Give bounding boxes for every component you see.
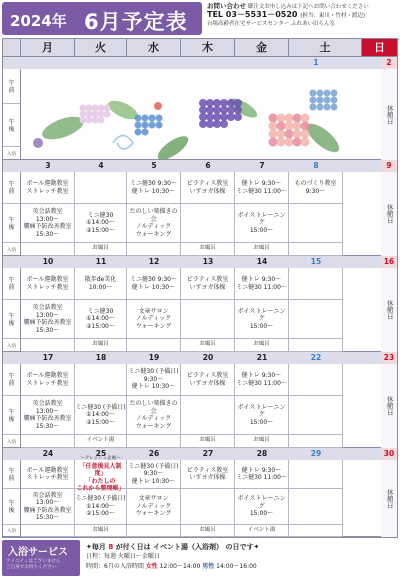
day-header-6: 日 xyxy=(362,39,397,56)
row-label-bath: 入浴 xyxy=(3,147,21,160)
schedule-cell-am: ものづくり教室 9:30～ xyxy=(289,172,343,204)
date-cell: 6 xyxy=(205,161,211,170)
schedule-cell-bath xyxy=(289,243,343,256)
schedule-cell-am: 健トレ 9:30～ ミニ健30 11:00～ xyxy=(235,268,289,300)
closed-day-label: 休館日 xyxy=(381,364,397,448)
date-cell: 15 xyxy=(310,257,322,266)
schedule-cell-am xyxy=(75,172,127,204)
date-cell: 17 xyxy=(42,353,54,362)
title-main: 6月予定表 xyxy=(84,10,188,34)
schedule-cell-bath: お風呂 xyxy=(181,243,235,256)
line3-female-time: 12:00～14:00 xyxy=(159,563,201,570)
schedule-cell-bath xyxy=(127,243,181,256)
schedule-cell-am: ボール運動教室 ストレッチ教室 xyxy=(21,460,75,489)
schedule-cell-pm: 文章サロン ノルディック ウォーキング xyxy=(127,300,181,339)
date-cell: 19 xyxy=(148,353,160,362)
date-row xyxy=(3,57,397,69)
date-cell: 21 xyxy=(256,353,268,362)
schedule-cell-pm xyxy=(181,204,235,243)
schedule-cell-pm: たのしい楽描きの会 ノルディック ウォーキング xyxy=(127,204,181,243)
schedule-cell-pm: 英会話教室 13:00～ 腰痛予防改善教室 15:30～ xyxy=(21,396,75,435)
date-cell: 26 xyxy=(148,449,160,458)
schedule-cell-bath xyxy=(289,525,343,537)
date-cell: 16 xyxy=(381,256,397,268)
contact-info xyxy=(207,2,399,28)
line1-event: イベント湯（入浴剤） xyxy=(153,543,224,551)
schedule-cell-pm xyxy=(289,489,343,525)
row-label-bath: 入浴 xyxy=(3,243,21,256)
line3-a: 時間：6月の入浴時間 xyxy=(86,563,144,570)
contact-address: 台場高齢者在宅サービスセンター ふれあい田らん室 xyxy=(207,21,336,27)
row-label-am: 午 前 xyxy=(3,460,21,489)
schedule-cell-bath: お風呂 xyxy=(181,435,235,448)
date-cell: 1 xyxy=(313,58,319,67)
row-label-pm: 午 後 xyxy=(3,104,21,147)
schedule-cell-bath: お風呂 xyxy=(75,525,127,537)
day-header-corner xyxy=(3,39,21,56)
schedule-cell-bath: イベント湯 xyxy=(235,525,289,537)
schedule-cell-am: ～アレッシュ企画～ 「任意後見人制度」 「わたしの これから整理帳」 xyxy=(75,460,127,489)
bath-info xyxy=(86,542,396,572)
date-cell: 13 xyxy=(202,257,214,266)
day-header-3: 木 xyxy=(181,39,235,56)
schedule-cell-bath: お風呂 xyxy=(75,339,127,352)
row-label-am: 午 前 xyxy=(3,268,21,300)
date-cell: 9 xyxy=(381,160,397,172)
week-5 xyxy=(3,448,397,537)
schedule-cell-pm xyxy=(289,300,343,339)
schedule-cell-bath: お風呂 xyxy=(181,339,235,352)
week-3 xyxy=(3,256,397,352)
closed-day-label: 休館日 xyxy=(381,268,397,352)
schedule-cell-am xyxy=(75,364,127,396)
schedule-cell-bath: お風呂 xyxy=(75,243,127,256)
bath-service-note: アメニティはございません ご自身でお持ちください xyxy=(6,559,61,570)
schedule-cell-am: ピラティス教室 いすヨガ体操 xyxy=(181,460,235,489)
day-header-0: 月 xyxy=(21,39,75,56)
schedule-grid xyxy=(2,38,398,538)
bath-service-title: 入浴サービス xyxy=(8,547,68,558)
date-cell: 28 xyxy=(256,449,268,458)
closed-day-label: 休館日 xyxy=(381,69,397,160)
date-row xyxy=(3,256,397,268)
date-cell: 14 xyxy=(256,257,268,266)
schedule-cell-pm: たのしい楽描きの会 ノルディック ウォーキング xyxy=(127,396,181,435)
title-year: 2024年 xyxy=(10,12,67,30)
schedule-cell-am: ピラティス教室 いすヨガ体操 xyxy=(181,268,235,300)
line3-male: 男性 xyxy=(202,563,215,570)
schedule-cell-pm xyxy=(181,396,235,435)
date-cell: 8 xyxy=(313,161,319,170)
contact-tel: TEL 03－5531－0520 xyxy=(207,10,298,19)
row-label-bath: 入浴 xyxy=(3,339,21,352)
day-header-4: 金 xyxy=(235,39,289,56)
date-cell xyxy=(181,57,235,69)
contact-title: お問い合わせ xyxy=(207,2,246,10)
date-cell xyxy=(127,57,181,69)
schedule-cell-bath xyxy=(289,435,343,448)
day-header-2: 水 xyxy=(127,39,181,56)
closed-day-label: 休館日 xyxy=(381,172,397,256)
title-banner xyxy=(2,2,202,35)
schedule-cell-pm: 英会話教室 13:00～ 腰痛予防改善教室 15:30～ xyxy=(21,489,75,525)
schedule-cell-am: ピラティス教室 いすヨガ体操 xyxy=(181,364,235,396)
schedule-cell-pm: ボイストレーニング 15:00～ xyxy=(235,300,289,339)
row-label-pm: 午 後 xyxy=(3,300,21,339)
schedule-cell-am xyxy=(289,268,343,300)
week-1 xyxy=(3,57,397,160)
date-cell xyxy=(235,57,289,69)
date-cell: 2 xyxy=(381,57,397,69)
schedule-cell-bath: お風呂 xyxy=(235,435,289,448)
schedule-cell-pm xyxy=(289,396,343,435)
date-row xyxy=(3,448,397,460)
schedule-cell-pm: ボイストレーニング 15:00～ xyxy=(235,396,289,435)
date-cell: 24 xyxy=(42,449,54,458)
schedule-cell-pm: ミニ健30 ①14:00～ ②15:00～ xyxy=(75,204,127,243)
schedule-cell-am: 健トレ 9:30～ ミニ健30 11:00～ xyxy=(235,364,289,396)
contact-tel-note: (担当：東川・竹村・渡辺) xyxy=(300,13,366,19)
row-label-am: 午 前 xyxy=(3,69,21,104)
date-cell: 11 xyxy=(95,257,107,266)
schedule-cell-am: ミニ健30 9:30～ 健トレ 10:30～ xyxy=(127,268,181,300)
date-cell xyxy=(21,57,75,69)
line1-a: 毎月 xyxy=(91,543,106,551)
schedule-cell-bath xyxy=(21,243,75,256)
schedule-cell-am: ピラティス教室 いすヨガ体操 xyxy=(181,172,235,204)
date-cell: 25 xyxy=(95,449,107,458)
row-label-bath: 入浴 xyxy=(3,435,21,448)
date-row xyxy=(3,160,397,172)
date-cell: 27 xyxy=(202,449,214,458)
schedule-cell-bath xyxy=(289,339,343,352)
date-cell: 18 xyxy=(95,353,107,362)
schedule-cell-am: ボール運動教室 ストレッチ教室 xyxy=(21,172,75,204)
line1-num: 8 xyxy=(108,543,114,551)
week-4 xyxy=(3,352,397,448)
schedule-cell-pm xyxy=(181,489,235,525)
bath-info-line3 xyxy=(86,562,396,572)
schedule-cell-am: ミニ健30 (予備日) 9:30～ 健トレ 10:30～ xyxy=(127,364,181,396)
row-label-bath: 入浴 xyxy=(3,525,21,537)
row-label-am: 午 前 xyxy=(3,172,21,204)
footer xyxy=(2,540,398,576)
schedule-cell-bath: お風呂 xyxy=(181,525,235,537)
row-label-pm: 午 後 xyxy=(3,204,21,243)
date-cell: 23 xyxy=(381,352,397,364)
schedule-cell-bath: イベント湯 xyxy=(75,435,127,448)
schedule-cell-am xyxy=(289,460,343,489)
schedule-cell-bath: お風呂 xyxy=(235,339,289,352)
date-row xyxy=(3,352,397,364)
date-cell: 5 xyxy=(151,161,157,170)
closed-day-label: 休館日 xyxy=(381,460,397,537)
schedule-cell-pm xyxy=(181,300,235,339)
day-header-5: 土 xyxy=(289,39,362,56)
bath-service-box xyxy=(2,540,80,576)
schedule-cell-bath: お風呂 xyxy=(235,243,289,256)
day-header-1: 火 xyxy=(75,39,127,56)
schedule-cell-bath xyxy=(21,339,75,352)
date-cell: 10 xyxy=(42,257,54,266)
row-label-pm: 午 後 xyxy=(3,489,21,525)
date-cell: 29 xyxy=(310,449,322,458)
schedule-cell-am: ボール運動教室 ストレッチ教室 xyxy=(21,364,75,396)
schedule-cell-pm: ボイストレーニング 15:00～ xyxy=(235,204,289,243)
contact-note: 御注文お申し込みは下記へお問い合わせください xyxy=(247,4,369,10)
schedule-cell-am xyxy=(289,364,343,396)
schedule-cell-pm: ミニ健30 (予備日) ①14:00～ ②15:00～ xyxy=(75,396,127,435)
schedule-cell-pm: 英会話教室 13:00～ 腰痛予防改善教室 15:30～ xyxy=(21,204,75,243)
schedule-cell-am: ミニ健30 9:30～ 健トレ 10:30～ xyxy=(127,172,181,204)
schedule-cell-am: 健トレ 9:30～ ミニ健30 11:00～ xyxy=(235,172,289,204)
line1-c: の日です xyxy=(225,543,254,551)
schedule-cell-bath xyxy=(21,435,75,448)
date-cell: 12 xyxy=(148,257,160,266)
schedule-cell-pm: 英会話教室 13:00～ 腰痛予防改善教室 15:30～ xyxy=(21,300,75,339)
schedule-cell-pm: ミニ健30 (予備日) ①14:00～ ②15:00～ xyxy=(75,489,127,525)
date-cell: 20 xyxy=(202,353,214,362)
schedule-cell-am: 健トレ 9:30～ ミニ健30 11:00～ xyxy=(235,460,289,489)
schedule-cell-bath xyxy=(21,525,75,537)
day-header-row xyxy=(3,39,397,57)
schedule-cell-am: ボール運動教室 ストレッチ教室 xyxy=(21,268,75,300)
row-label-pm: 午 後 xyxy=(3,396,21,435)
header xyxy=(0,0,400,38)
line3-female: 女性 xyxy=(145,563,158,570)
schedule-cell-bath xyxy=(127,339,181,352)
date-cell xyxy=(75,57,127,69)
week-2 xyxy=(3,160,397,256)
date-cell: 7 xyxy=(259,161,265,170)
schedule-cell-am: 散歩de美化 10:00～ xyxy=(75,268,127,300)
bath-info-line2: 日程：毎週 火曜日～金曜日 xyxy=(86,553,160,560)
line3-male-time: 14:00～16:00 xyxy=(216,563,257,570)
date-cell: 4 xyxy=(98,161,104,170)
schedule-cell-bath xyxy=(127,525,181,537)
schedule-cell-pm: ミニ健30 ①14:00～ ②15:00～ xyxy=(75,300,127,339)
schedule-cell-pm xyxy=(289,204,343,243)
date-cell: 30 xyxy=(381,448,397,460)
schedule-cell-pm: ボイストレーニング 15:00～ xyxy=(235,489,289,525)
schedule-cell-am: ミニ健30 (予備日) 9:30～ 健トレ 10:30～ xyxy=(127,460,181,489)
row-label-am: 午 前 xyxy=(3,364,21,396)
bath-info-line1: ✦毎月 8 が付く日は イベント湯（入浴剤） の日です✦ xyxy=(86,543,260,551)
line1-b: が付く日は xyxy=(115,543,151,551)
schedule-cell-bath xyxy=(127,435,181,448)
date-cell: 22 xyxy=(310,353,322,362)
date-cell: 3 xyxy=(45,161,51,170)
schedule-cell-pm: 文章サロン ノルディック ウォーキング xyxy=(127,489,181,525)
